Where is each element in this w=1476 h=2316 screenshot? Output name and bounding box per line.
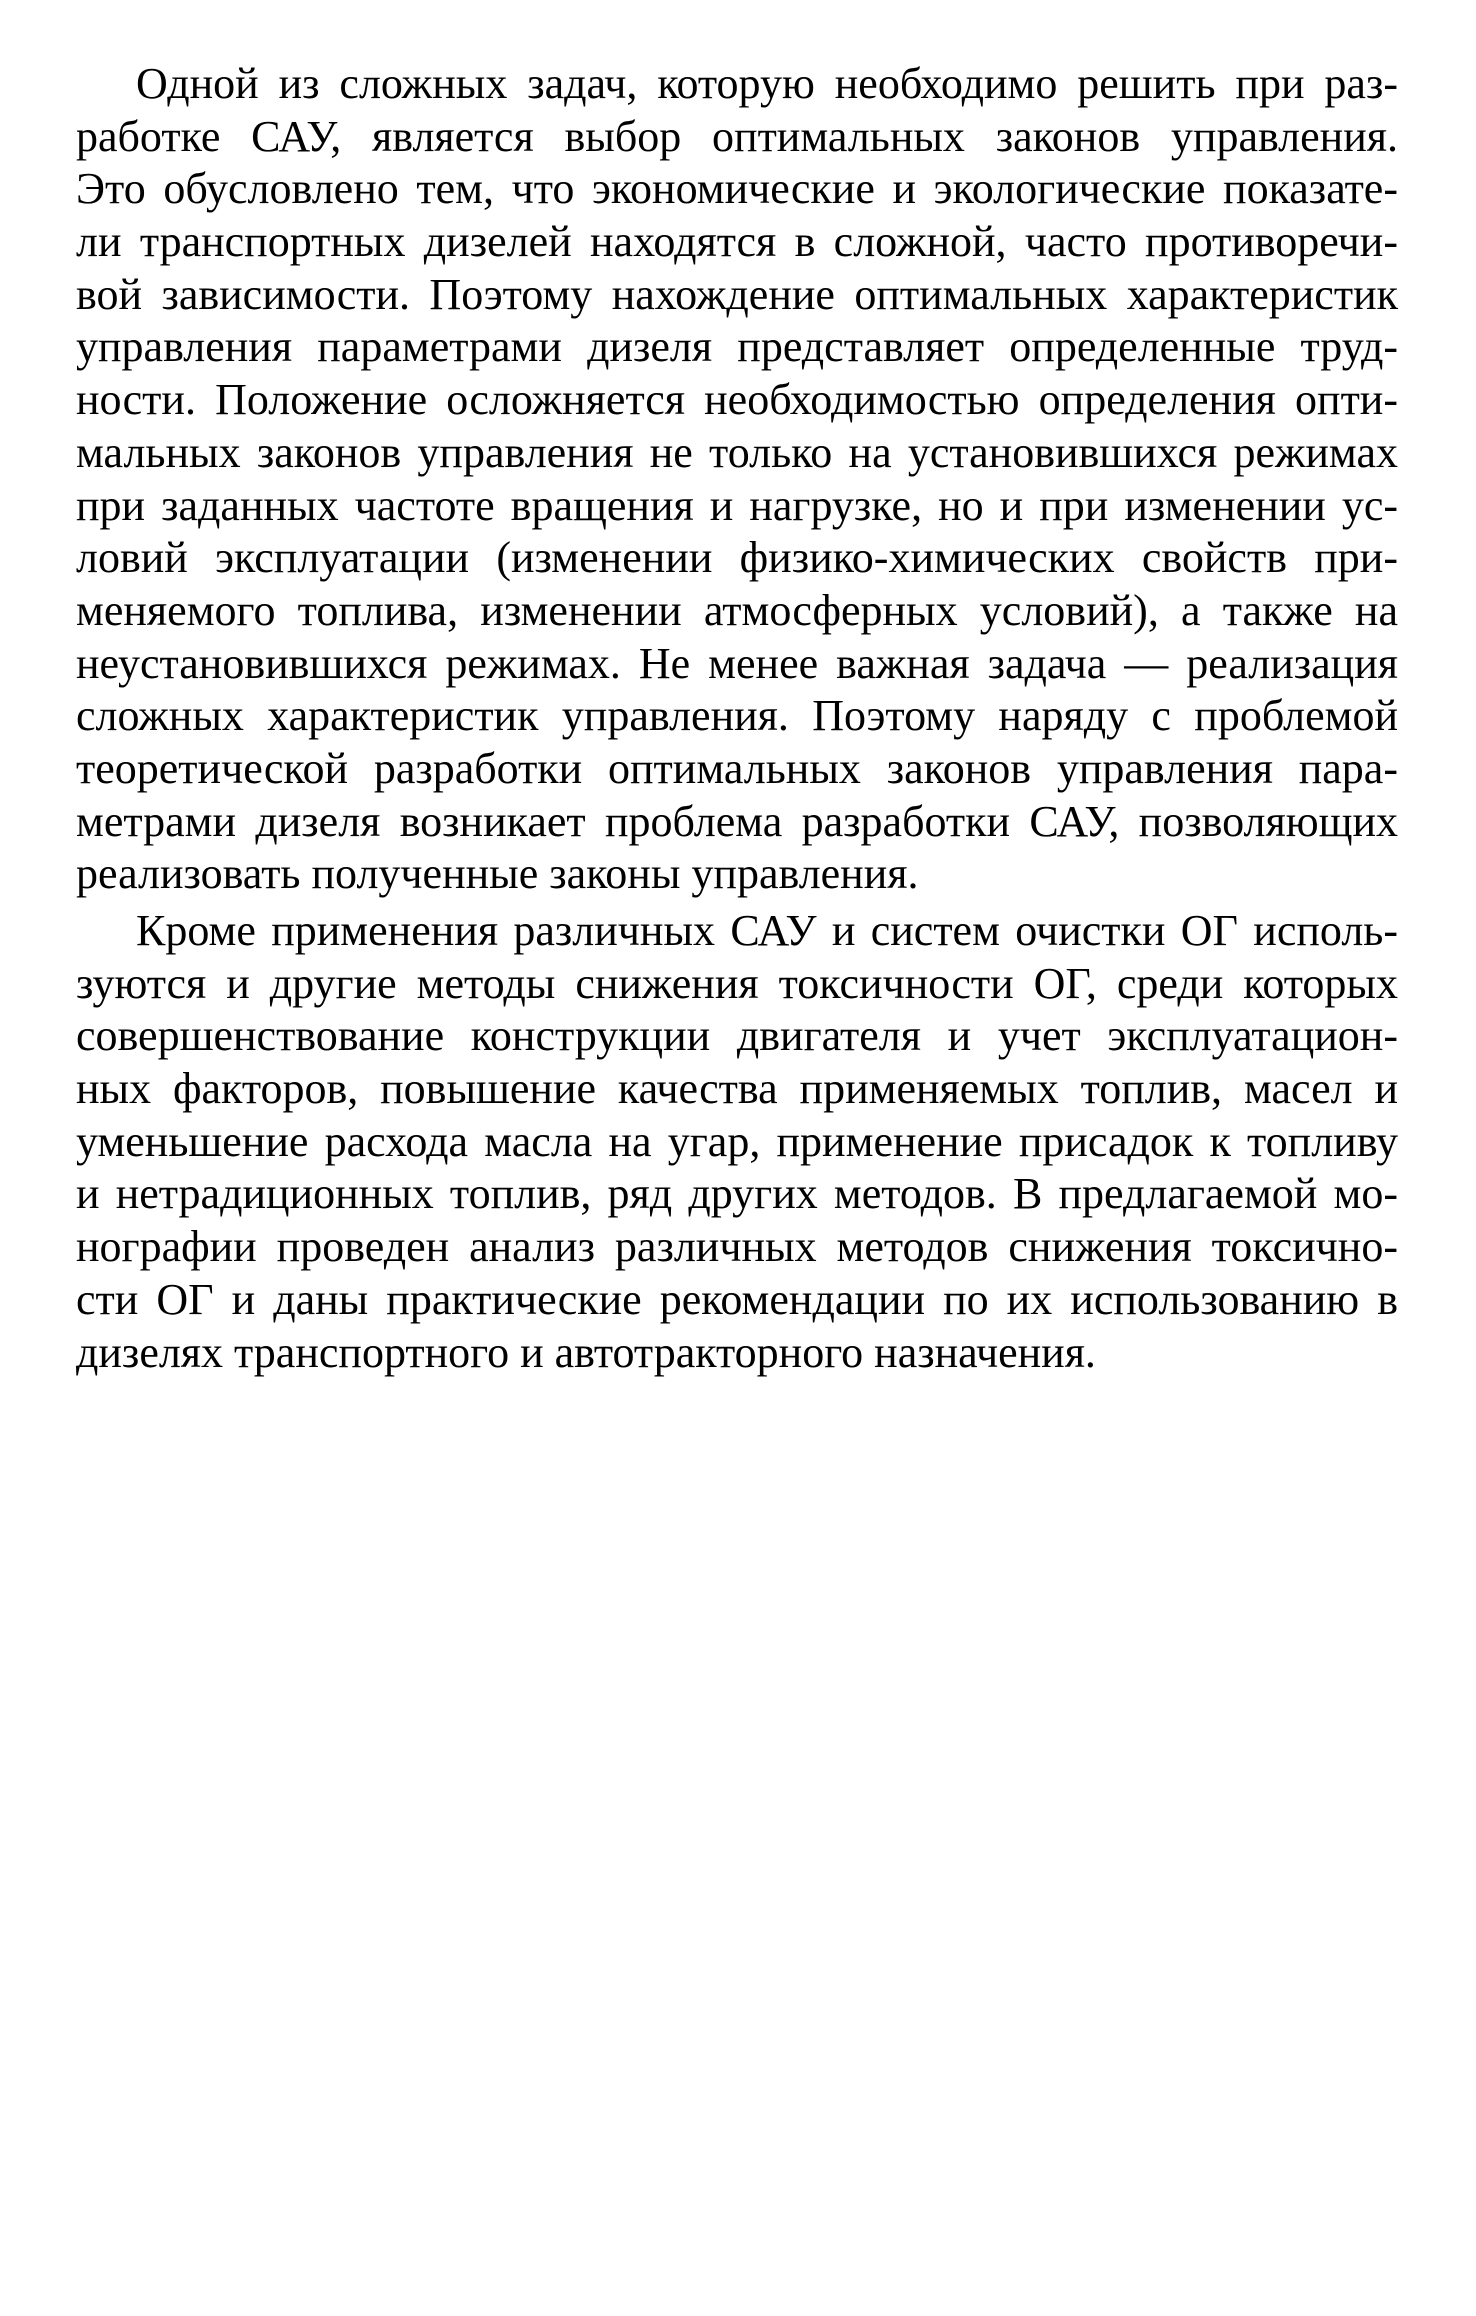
text-line: мальных законов управления не только на установившихся режимах <box>76 427 1398 477</box>
text-line: неустановившихся режимах. Не менее важная задача — реализация <box>76 638 1398 688</box>
text-line: совершенствование конструкции двигателя и учет эксплуатацион- <box>76 1011 1398 1061</box>
text-line: Это обусловлено тем, что экономические и экологические показате- <box>76 164 1398 214</box>
text-line: дизелях транспортного и автотракторного назначения. <box>76 1327 1096 1377</box>
paragraph-1 <box>76 58 1398 901</box>
paragraph-2 <box>76 905 1398 1379</box>
text-line: Одной из сложных задач, которую необходимо решить при раз- <box>136 59 1398 108</box>
text-line: реализовать полученные законы управления. <box>76 849 919 899</box>
text-line: метрами дизеля возникает проблема разработки САУ, позволяющих <box>76 796 1398 846</box>
text-line: ловий эксплуатации (изменении физико-химических свойств при- <box>76 533 1398 583</box>
text-line: нографии проведен анализ различных методов снижения токсично- <box>76 1222 1398 1272</box>
text-line: и нетрадиционных топлив, ряд других методов. В предлагаемой мо- <box>76 1169 1398 1219</box>
document-page <box>76 58 1398 1379</box>
text-line: ности. Положение осложняется необходимостью определения опти- <box>76 375 1398 425</box>
text-line: ли транспортных дизелей находятся в сложной, часто противоречи- <box>76 217 1398 267</box>
text-line: теоретической разработки оптимальных законов управления пара- <box>76 743 1398 793</box>
text-line: ных факторов, повышение качества применяемых топлив, масел и <box>76 1064 1398 1114</box>
text-line: при заданных частоте вращения и нагрузке, но и при изменении ус- <box>76 480 1398 530</box>
text-line: зуются и другие методы снижения токсичности ОГ, среди которых <box>76 958 1398 1008</box>
text-line: управления параметрами дизеля представляет определенные труд- <box>76 322 1398 372</box>
text-line: сти ОГ и даны практические рекомендации по их использованию в <box>76 1274 1398 1324</box>
text-line: меняемого топлива, изменении атмосферных условий), а также на <box>76 585 1398 635</box>
text-line: сложных характеристик управления. Поэтому наряду с проблемой <box>76 691 1398 741</box>
text-line: вой зависимости. Поэтому нахождение оптимальных характеристик <box>76 269 1398 319</box>
text-line: уменьшение расхода масла на угар, применение присадок к топливу <box>76 1116 1398 1166</box>
text-line: Кроме применения различных САУ и систем очистки ОГ исполь- <box>136 906 1398 955</box>
text-line: работке САУ, является выбор оптимальных законов управления. <box>76 111 1398 161</box>
